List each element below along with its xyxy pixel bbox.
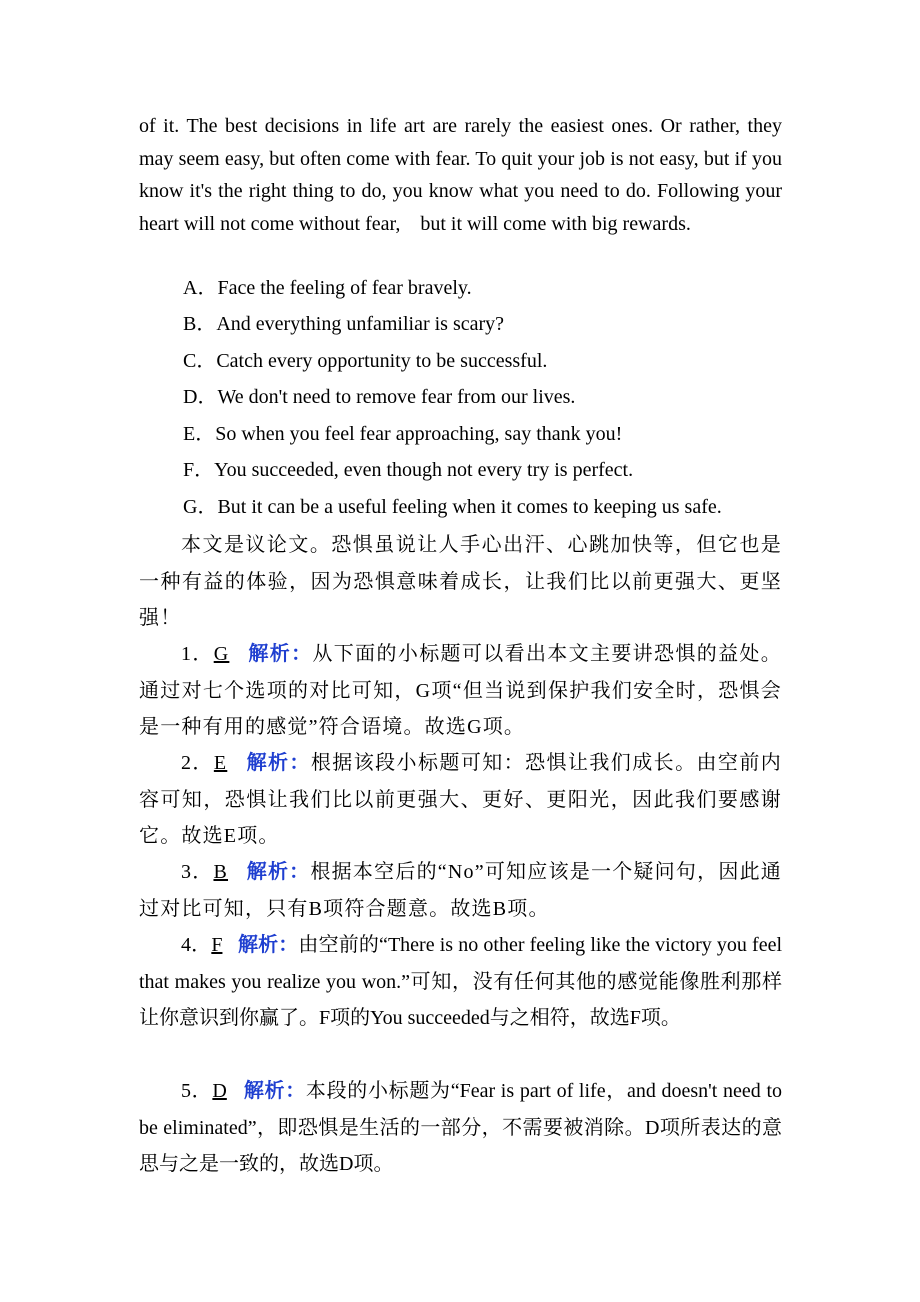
- passage-ending-paragraph: of it. The best decisions in life art are rarely the easiest ones. Or rather, they may seem easy, but often come with fear. To quit your job is not easy, but if you know it's the right thing to do, you know what you need to do. Following your heart will not come without fear, but it will come with big rewards.: [139, 115, 782, 235]
- option-c: [183, 349, 547, 373]
- analysis-text: 根据该段小标题可知：恐惧让我们成长。由空前内容可知，恐惧让我们比以前更强大、更好、更阳光，因此我们要感谢它。故选E项。: [139, 752, 782, 847]
- answer-letter: E: [213, 752, 228, 774]
- option-letter: A．: [183, 277, 218, 299]
- answer-letter: G: [213, 643, 230, 665]
- option-e: [183, 422, 622, 446]
- analysis-label: 解析：: [246, 861, 311, 883]
- option-f: [183, 458, 633, 482]
- answer-number: 4．: [181, 934, 212, 956]
- answer-3: [139, 854, 782, 927]
- option-letter: B．: [183, 313, 217, 335]
- analysis-label: 解析：: [237, 934, 299, 956]
- option-letter: G．: [183, 496, 218, 518]
- option-text: But it can be a useful feeling when it comes to keeping us safe.: [217, 496, 722, 518]
- option-text: And everything unfamiliar is scary?: [216, 313, 505, 335]
- answer-5: [139, 1073, 782, 1183]
- analysis-label: 解析：: [243, 1080, 306, 1102]
- analysis-label: 解析：: [248, 643, 313, 665]
- answer-4: [139, 927, 782, 1037]
- option-text: You succeeded, even though not every try is perfect.: [214, 459, 634, 481]
- answer-1: [139, 636, 782, 746]
- answer-letter: B: [213, 861, 229, 883]
- answer-number: 2．: [181, 752, 214, 774]
- option-letter: C．: [183, 350, 217, 372]
- option-letter: E．: [183, 423, 216, 445]
- answer-2: [139, 745, 782, 855]
- option-text: Face the feeling of fear bravely.: [217, 277, 472, 299]
- option-text: We don't need to remove fear from our lives.: [217, 386, 576, 408]
- analysis-text: 由空前的“There is no other feeling like the victory you feel that makes you realize you won.”可知，没有任何其他的感觉能像胜利那样让你意识到你赢了。F项的You succeeded与之相符，故选F项。: [139, 934, 783, 1029]
- analysis-text: 根据本空后的“No”可知应该是一个疑问句，因此通过对比可知，只有B项符合题意。故选B项。: [139, 861, 783, 920]
- summary-paragraph: 本文是议论文。恐惧虽说让人手心出汗、心跳加快等，但它也是一种有益的体验，因为恐惧意味着成长，让我们比以前更强大、更坚强！: [139, 534, 782, 629]
- option-text: Catch every opportunity to be successful.: [216, 350, 548, 372]
- option-text: So when you feel fear approaching, say thank you!: [215, 423, 623, 445]
- option-d: [183, 385, 575, 409]
- answer-number: 3．: [181, 861, 214, 883]
- answer-number: 5．: [181, 1080, 213, 1102]
- answer-letter: F: [211, 934, 223, 956]
- option-letter: F．: [183, 459, 215, 481]
- answer-letter: D: [212, 1080, 227, 1102]
- analysis-text: 从下面的小标题可以看出本文主要讲恐惧的益处。通过对七个选项的对比可知，G项“但当说到保护我们安全时，恐惧会是一种有用的感觉”符合语境。故选G项。: [139, 643, 782, 738]
- answer-number: 1．: [181, 643, 214, 665]
- option-g: [183, 495, 722, 519]
- option-b: [183, 312, 504, 336]
- analysis-text: 本段的小标题为“Fear is part of life，and doesn't need to be eliminated”，即恐惧是生活的一部分，不需要被消除。D项所表达的意思与之是一致的，故选D项。: [139, 1080, 783, 1175]
- option-a: [183, 276, 472, 300]
- option-letter: D．: [183, 386, 218, 408]
- analysis-label: 解析：: [246, 752, 311, 774]
